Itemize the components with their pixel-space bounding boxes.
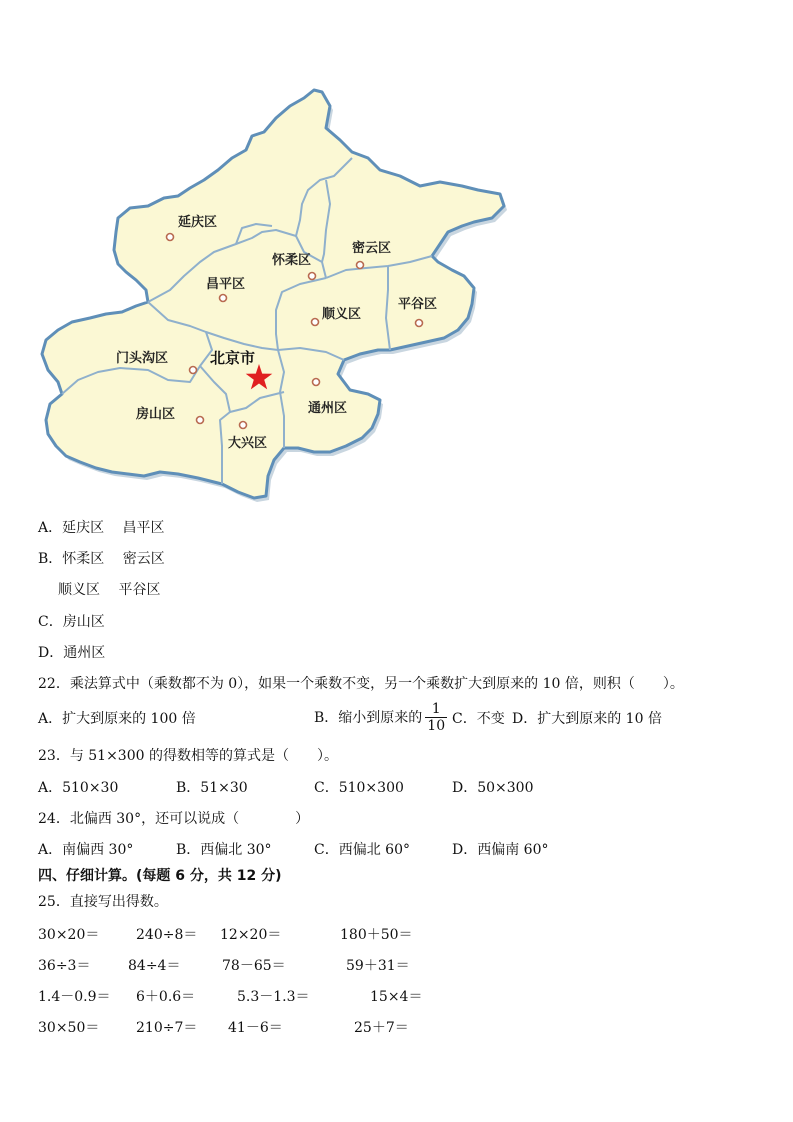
q22-option-b: [314, 700, 450, 736]
calc-item: 30×20＝: [38, 927, 100, 943]
calc-item: 240÷8＝: [136, 927, 198, 943]
section-heading: 四、仔细计算。(每题 6 分，共 12 分): [38, 868, 282, 884]
q21-option-b: B．怀柔区 密云区: [38, 551, 165, 567]
q21-option-d: D．通州区: [38, 645, 106, 661]
calc-item: 78－65＝: [222, 958, 286, 974]
calc-item: 41－6＝: [228, 1020, 283, 1036]
label-beijing: 北京市: [210, 349, 256, 367]
q21-option-c: C．房山区: [38, 614, 105, 630]
q24-option-b: B．西偏北 30°: [176, 842, 272, 858]
q23-option-d: D．50×300: [452, 780, 534, 796]
q22-stem: 22．乘法算式中（乘数都不为 0），如果一个乘数不变，另一个乘数扩大到原来的 10 倍，则积（ ）。: [38, 676, 684, 692]
q22-option-c: C．不变: [452, 711, 505, 727]
label-tongzhou: 通州区: [308, 401, 348, 416]
calc-item: 180＋50＝: [340, 927, 413, 943]
beijing-district-map: [36, 82, 516, 504]
q24-stem: 24．北偏西 30°，还可以说成（ ）: [38, 811, 310, 827]
calc-item: 59＋31＝: [346, 958, 410, 974]
label-changping: 昌平区: [206, 277, 246, 292]
q22-option-b-text: B．缩小到原来的: [314, 710, 423, 726]
q23-option-a: A．510×30: [38, 780, 119, 796]
calc-item: 5.3－1.3＝: [237, 989, 310, 1005]
calc-item: 12×20＝: [220, 927, 282, 943]
calc-item: 210÷7＝: [136, 1020, 198, 1036]
calc-item: 15×4＝: [370, 989, 423, 1005]
label-huairou: 怀柔区: [272, 253, 312, 268]
calc-item: 25＋7＝: [354, 1020, 409, 1036]
label-miyun: 密云区: [352, 241, 392, 256]
label-daxing: 大兴区: [228, 436, 268, 451]
label-yanqing: 延庆区: [178, 215, 218, 230]
q23-option-c: C．510×300: [314, 780, 404, 796]
calc-item: 6＋0.6＝: [136, 989, 196, 1005]
q25-stem: 25．直接写出得数。: [38, 894, 168, 910]
q22-option-d: D．扩大到原来的 10 倍: [512, 711, 662, 727]
calc-item: 36÷3＝: [38, 958, 91, 974]
label-pinggu: 平谷区: [398, 297, 438, 312]
map-outline: [42, 90, 504, 498]
q24-option-c: C．西偏北 60°: [314, 842, 410, 858]
fraction-numerator: 1: [425, 701, 447, 718]
fraction: [425, 701, 447, 734]
q24-option-d: D．西偏南 60°: [452, 842, 549, 858]
q24-option-a: A．南偏西 30°: [38, 842, 134, 858]
calc-item: 30×50＝: [38, 1020, 100, 1036]
q22-option-a: A．扩大到原来的 100 倍: [38, 711, 196, 727]
fraction-denominator: 10: [427, 717, 446, 734]
label-fangshan: 房山区: [136, 407, 176, 422]
q21-option-a: A．延庆区 昌平区: [38, 520, 165, 536]
label-shunyi: 顺义区: [322, 307, 362, 322]
calc-item: 84÷4＝: [128, 958, 181, 974]
q23-stem: 23．与 51×300 的得数相等的算式是（ ）。: [38, 748, 338, 764]
calc-item: 1.4－0.9＝: [38, 989, 111, 1005]
label-mentougou: 门头沟区: [116, 351, 169, 366]
q21-option-b-cont: 顺义区 平谷区: [58, 582, 161, 598]
q23-option-b: B．51×30: [176, 780, 248, 796]
